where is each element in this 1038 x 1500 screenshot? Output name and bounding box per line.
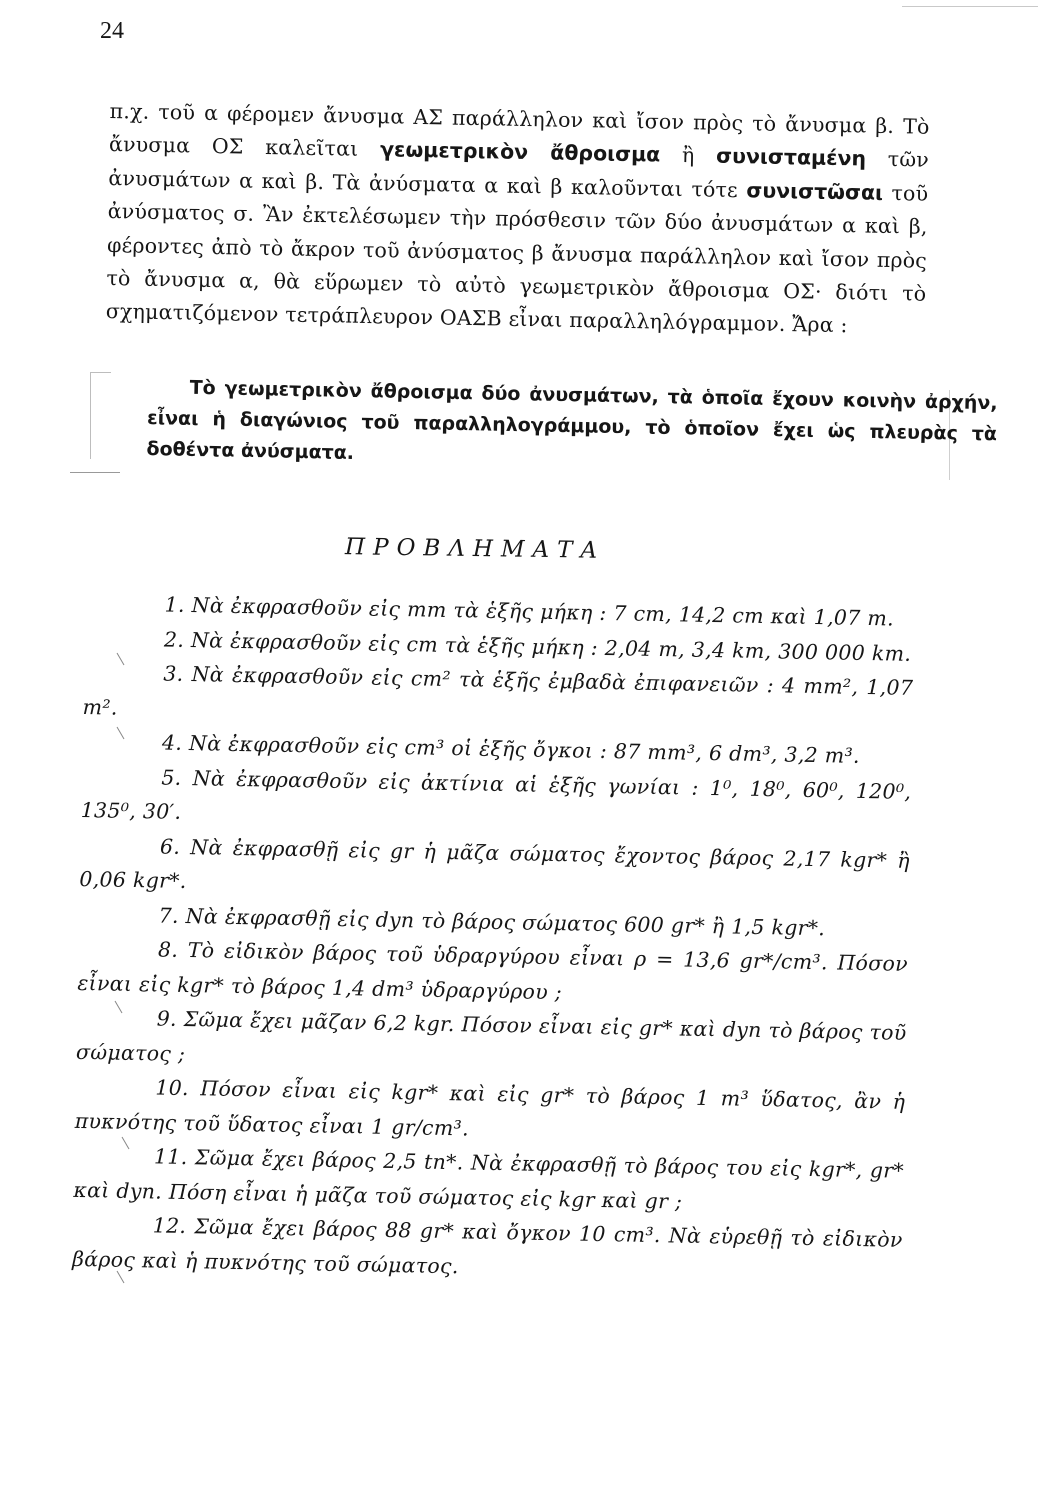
intro-paragraph (106, 95, 930, 345)
theorem-statement (146, 372, 998, 481)
term-components: συνιστῶσαι (746, 178, 884, 205)
problem-8: 8. Τὸ εἰδικὸν βάρος τοῦ ὑδραργύρου εἶναι ρ = 13,6 gr*/cm³. Πόσον εἶναι εἰς kgr* τὸ βάρος 1,4 dm³ ὑδραργύρου ; (77, 937, 909, 1004)
theorem-text: Τὸ γεωμετρικὸν ἄθροισμα δύο ἀνυσμάτων, τὰ ὁποῖα ἔχουν κοινὴν ἀρχήν, εἶναι ἡ διαγώνιος τοῦ παραλληλογράμμου, τὸ ὁποῖον ἔχει ὡς πλευρὰς τὰ δοθέντα ἀνύσματα. (146, 376, 998, 464)
intro-text-part-1: π.χ. τοῦ α φέρομεν ἄνυσμα ΑΣ παράλληλον καὶ ἴσον πρὸς τὸ ἄνυσμα β. Τὸ ἄνυσμα ΟΣ καλεῖται (108, 98, 930, 162)
problem-9: 9. Σῶμα ἔχει μᾶζαν 6,2 kgr. Πόσον εἶναι εἰς gr* καὶ dyn τὸ βάρος τοῦ σώματος ; (75, 1006, 907, 1066)
intro-text-part-2: ἢ (660, 142, 717, 169)
problem-5: 5. Νὰ ἐκφρασθοῦν εἰς ἀκτίνια αἱ ἑξῆς γωνίαι : 1⁰, 18⁰, 60⁰, 120⁰, 135⁰, 30′. (80, 765, 912, 824)
problem-7: 7. Νὰ ἐκφρασθῇ εἰς dyn τὸ βάρος σώματος 600 gr* ἢ 1,5 kgr*. (158, 902, 826, 940)
problem-6: 6. Νὰ ἐκφρασθῇ εἰς gr ἡ μᾶζα σώματος ἔχοντος βάρος 2,17 kgr* ἢ 0,06 kgr*. (79, 833, 911, 894)
intro-text (106, 95, 930, 345)
page-number: 24 (100, 18, 124, 44)
problem-10: 10. Πόσον εἶναι εἰς kgr* καὶ εἰς gr* τὸ βάρος 1 m³ ὕδατος, ἂν ἡ πυκνότης τοῦ ὕδατος εἶναι 1 gr/cm³. (74, 1075, 906, 1140)
top-edge-rule (902, 6, 1038, 7)
theorem-underline (70, 472, 120, 473)
problem-11: 11. Σῶμα ἔχει βάρος 2,5 tn*. Νὰ ἐκφρασθῇ τὸ βάρος του εἰς kgr*, gr* καὶ dyn. Πόση εἶναι ἡ μᾶζα τοῦ σώματος εἰς kgr καὶ gr ; (73, 1144, 905, 1214)
problems-heading: ΠΡΟΒΛΗΜΑΤΑ (344, 534, 606, 564)
problem-12: 12. Σῶμα ἔχει βάρος 88 gr* καὶ ὄγκον 10 cm³. Νὰ εὑρεθῇ τὸ εἰδικὸν βάρος καὶ ἡ πυκνότης τοῦ σώματος. (71, 1213, 903, 1278)
problem-3: 3. Νὰ ἐκφρασθοῦν εἰς cm² τὰ ἑξῆς ἐμβαδὰ ἐπιφανειῶν : 4 mm², 1,07 m². (82, 661, 914, 720)
theorem-bracket-left (90, 372, 111, 459)
problems-list (72, 586, 915, 1292)
problem-2: 2. Νὰ ἐκφρασθοῦν εἰς cm τὰ ἑξῆς μήκη : 2,04 m, 3,4 km, 300 000 km. (163, 627, 912, 666)
problem-4: 4. Νὰ ἐκφρασθοῦν εἰς cm³ οἱ ἑξῆς ὄγκοι : 87 mm³, 6 dm³, 3,2 m³. (161, 730, 861, 768)
intro-text-part-3: τῶν ἀνυσμάτων α καὶ β. Τὰ ἀνύσματα α καὶ β καλοῦνται τότε (108, 146, 930, 203)
term-resultant: συνισταμένη (715, 144, 867, 171)
theorem-box (70, 372, 998, 484)
term-geometric-sum: γεωμετρικὸν ἄθροισμα (379, 137, 661, 167)
problem-1: 1. Νὰ ἐκφρασθοῦν εἰς mm τὰ ἑξῆς μήκη : 7 cm, 14,2 cm καὶ 1,07 m. (164, 592, 895, 631)
intro-text-part-4: τοῦ ἀνύσματος σ. Ἂν ἐκτελέσωμεν τὴν πρόσθεσιν τῶν δύο ἀνυσμάτων α καὶ β, φέροντες ἀπὸ τὸ ἄκρον τοῦ ἀνύσματος β ἄνυσμα παράλληλον καὶ ἴσον πρὸς τὸ ἄνυσμα α, θὰ εὕρωμεν τὸ αὐτὸ γεωμετρικὸν ἄθροισμα ΟΣ· διότι τὸ σχηματιζόμενον τετράπλευρον ΟΑΣΒ εἶναι παραλληλόγραμμον. Ἄρα : (105, 180, 929, 338)
